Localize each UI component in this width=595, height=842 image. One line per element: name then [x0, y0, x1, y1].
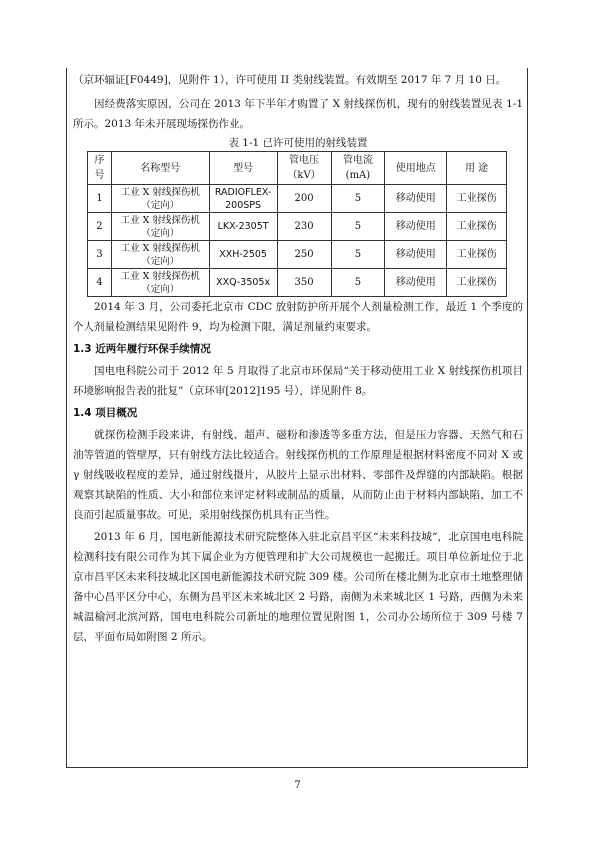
cell-seq: 2 — [88, 213, 112, 241]
cell-location: 移动使用 — [385, 213, 447, 241]
cell-current: 5 — [331, 269, 385, 297]
table-caption: 表 1-1 已许可使用的射线装置 — [228, 137, 368, 149]
paragraph-dose-monitoring: 2014 年 3 月，公司委托北京市 CDC 放射防护所开展个人剂量检测工作，最近 1 个季度的个人剂量检测结果见附件 9，均为检测下限，满足剂量约束要求。 — [73, 301, 523, 333]
cell-current: 5 — [331, 185, 385, 213]
table-row — [88, 241, 507, 269]
cell-name: 工业 X 射线探伤机（定向） — [111, 269, 209, 297]
paragraph-license: （京环辐证[F0449]，见附件 1），许可使用 II 类射线装置。有效期至 2017 年 7 月 10 日。 — [73, 74, 507, 86]
document-body — [73, 70, 523, 647]
page-number: 7 — [294, 780, 301, 791]
header-seq: 序号 — [88, 152, 112, 185]
paragraph-approval: 国电电科院公司于 2012 年 5 月取得了北京市环保局“关于移动使用工业 X 射线探伤机项目环境影响报告表的批复”（京环审[2012]195 号），详见附件 8。 — [73, 365, 523, 397]
cell-current: 5 — [331, 241, 385, 269]
cell-name: 工业 X 射线探伤机（定向） — [111, 241, 209, 269]
section-heading-1-4: 1.4 项目概况 — [73, 407, 138, 419]
cell-voltage: 250 — [277, 241, 331, 269]
cell-voltage: 350 — [277, 269, 331, 297]
cell-voltage: 200 — [277, 185, 331, 213]
paragraph-equipment-intro: 因经费落实原因，公司在 2013 年下半年才购置了 X 射线探伤机，现有的射线装置见表 1-1 所示。2013 年未开展现场探伤作业。 — [73, 98, 523, 130]
table-row — [88, 185, 507, 213]
header-current: 管电流(mA) — [331, 152, 385, 185]
cell-usage: 工业探伤 — [447, 241, 507, 269]
cell-location: 移动使用 — [385, 241, 447, 269]
header-model: 型号 — [209, 152, 277, 185]
cell-location: 移动使用 — [385, 269, 447, 297]
cell-seq: 3 — [88, 241, 112, 269]
cell-model: XXH-2505 — [209, 241, 277, 269]
cell-usage: 工业探伤 — [447, 269, 507, 297]
paragraph-inspection-methods: 就探伤检测手段来讲，有射线、超声、磁粉和渗透等多重方法，但是压力容器、天然气和石油等管道的管壁厚，只有射线方法比较适合。射线探伤机的工作原理是根据材料密度不同对 X 或 γ 射线吸收程度的差异，通过射线摄片，从胶片上显示出材料、零部件及焊缝的内部缺陷。根据观察其缺陷的性质、大小和部位来评定材料或制品的质量，从而防止由于材料内部缺陷，加工不良而引起质量事故。可见，采用射线探伤机具有正当性。 — [73, 429, 523, 521]
cell-current: 5 — [331, 213, 385, 241]
cell-usage: 工业探伤 — [447, 185, 507, 213]
header-name: 名称型号 — [111, 152, 209, 185]
cell-seq: 4 — [88, 269, 112, 297]
cell-name: 工业 X 射线探伤机（定向） — [111, 213, 209, 241]
cell-model: LKX-2305T — [209, 213, 277, 241]
cell-usage: 工业探伤 — [447, 213, 507, 241]
cell-model: RADIOFLEX-200SPS — [209, 185, 277, 213]
cell-voltage: 230 — [277, 213, 331, 241]
header-voltage: 管电压（kV） — [277, 152, 331, 185]
cell-model: XXQ-3505x — [209, 269, 277, 297]
equipment-table — [87, 151, 507, 297]
section-heading-1-3: 1.3 近两年履行环保手续情况 — [73, 343, 211, 355]
table-header-row — [88, 152, 507, 185]
header-location: 使用地点 — [385, 152, 447, 185]
cell-name: 工业 X 射线探伤机（定向） — [111, 185, 209, 213]
cell-seq: 1 — [88, 185, 112, 213]
table-row — [88, 269, 507, 297]
header-usage: 用 途 — [447, 152, 507, 185]
table-row — [88, 213, 507, 241]
paragraph-relocation: 2013 年 6 月，国电新能源技术研究院整体入驻北京昌平区“未来科技城”，北京国电电科院检测科技有限公司作为其下属企业为方便管理和扩大公司规模也一起搬迁。项目单位新址位于北京市昌平区未来科技城北区国电新能源技术研究院 309 楼。公司所在楼北侧为北京市土地整理储备中心昌平区分中心，东侧为昌平区未来城北区 2 号路，南侧为未来城北区 1 号路，西侧为未来城温榆河北滨河路，国电电科院公司新址的地理位置见附图 1，公司办公场所位于 309 号楼 7 层，平面布局如附图 2 所示。 — [73, 531, 523, 643]
cell-location: 移动使用 — [385, 185, 447, 213]
